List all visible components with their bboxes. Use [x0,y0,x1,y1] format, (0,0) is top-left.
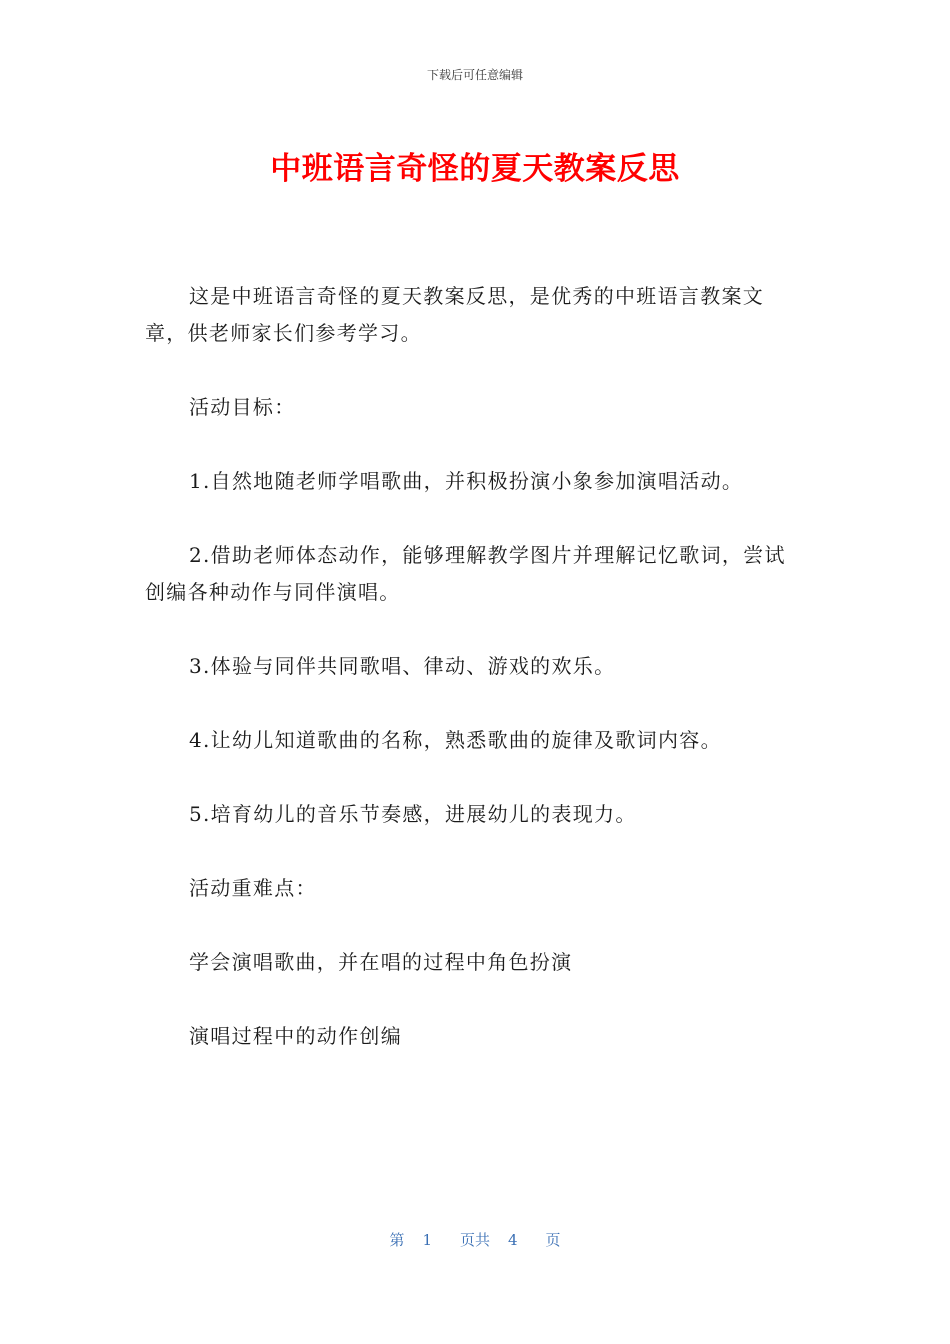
paragraph-goals-heading: 活动目标： [189,395,296,419]
paragraph-goal-2: 2.借助老师体态动作，能够理解教学图片并理解记忆歌词，尝试创编各种动作与同伴演唱。 [145,543,786,604]
document-body [145,278,795,1092]
paragraph-key-points-heading: 活动重难点： [189,876,317,900]
paragraph-key-point-2: 演唱过程中的动作创编 [189,1024,402,1048]
paragraph-intro: 这是中班语言奇怪的夏天教案反思，是优秀的中班语言教案文章，供老师家长们参考学习。 [145,284,765,345]
paragraph-goal-4: 4.让幼儿知道歌曲的名称，熟悉歌曲的旋律及歌词内容。 [189,728,722,752]
page-footer [0,1229,950,1250]
header-note: 下载后可任意编辑 [426,68,523,82]
footer-current-page: 1 [422,1231,432,1249]
paragraph-goal-5: 5.培育幼儿的音乐节奏感，进展幼儿的表现力。 [189,802,637,826]
footer-middle: 页共 [459,1231,490,1249]
footer-prefix: 第 [389,1231,405,1249]
paragraph-goal-3: 3.体验与同伴共同歌唱、律动、游戏的欢乐。 [189,654,616,678]
footer-total-pages: 4 [508,1231,518,1249]
paragraph-key-point-1: 学会演唱歌曲，并在唱的过程中角色扮演 [189,950,573,974]
paragraph-goal-1: 1.自然地随老师学唱歌曲，并积极扮演小象参加演唱活动。 [189,469,744,493]
footer-suffix: 页 [545,1231,561,1249]
document-title: 中班语言奇怪的夏天教案反思 [270,151,680,187]
